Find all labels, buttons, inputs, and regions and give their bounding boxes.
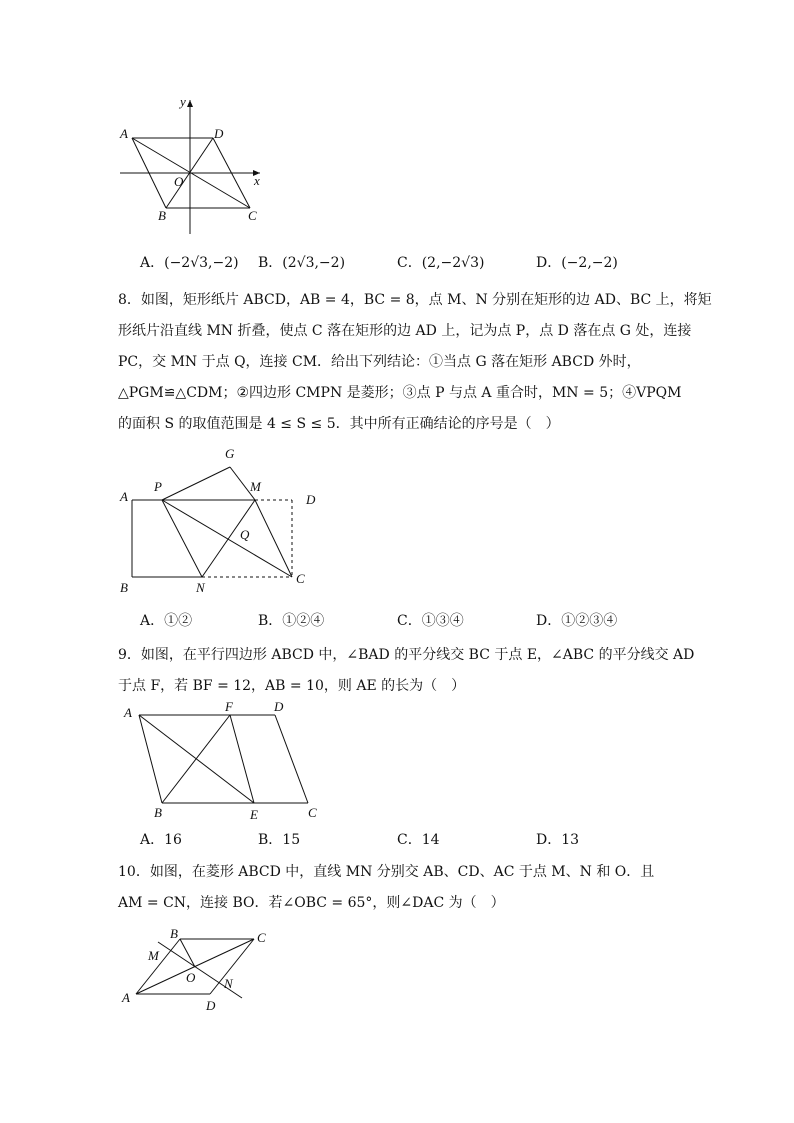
q9-figure <box>112 697 332 823</box>
q10-line-2: AM = CN，连接 BO．若∠OBC = 65°，则∠DAC 为（ ） <box>118 895 505 911</box>
label-M: M <box>148 948 159 963</box>
q7-option-b[interactable]: B．(2√3,−2) <box>258 255 346 271</box>
segment-AB <box>139 715 162 803</box>
label-A: A <box>124 705 132 720</box>
label-O: O <box>174 174 184 189</box>
segment-BF <box>162 715 230 803</box>
q7-option-a[interactable]: A．(−2√3,−2) <box>140 255 239 271</box>
q9-line-1: 9．如图，在平行四边形 ABCD 中，∠BAD 的平分线交 BC 于点 E，∠ABC 的平分线交 AD <box>118 647 695 663</box>
q8-option-b[interactable]: B．①②④ <box>258 613 325 629</box>
q8-line-1: 8．如图，矩形纸片 ABCD，AB = 4，BC = 8，点 M、N 分别在矩形的边 AD、BC 上，将矩 <box>118 292 712 308</box>
label-O: O <box>186 970 196 985</box>
q10-line-1: 10．如图，在菱形 ABCD 中，直线 MN 分别交 AB、CD、AC 于点 M、N 和 O．且 <box>118 864 655 880</box>
q8-figure <box>112 443 332 598</box>
label-P: P <box>154 479 162 494</box>
q10-figure <box>112 922 282 1014</box>
label-B: B <box>158 208 166 223</box>
label-x: x <box>254 173 260 188</box>
segment-BO <box>180 939 195 967</box>
label-A: A <box>120 489 128 504</box>
q9-option-d[interactable]: D．13 <box>536 832 580 848</box>
label-E: E <box>250 807 258 822</box>
label-D: D <box>206 998 216 1013</box>
label-B: B <box>170 926 178 941</box>
q8-line-3: PC，交 MN 于点 Q，连接 CM．给出下列结论：①当点 G 落在矩形 ABCD 外时， <box>118 354 641 370</box>
label-F: F <box>225 699 233 714</box>
q8-option-a[interactable]: A．①② <box>140 613 193 629</box>
label-C: C <box>248 208 257 223</box>
y-axis-arrow <box>187 100 193 107</box>
q9-option-b[interactable]: B．15 <box>258 832 301 848</box>
segment-FE <box>230 715 254 803</box>
q8-line-2: 形纸片沿直线 MN 折叠，使点 C 落在矩形的边 AD 上，记为点 P，点 D 落在点 G 处，连接 <box>118 323 692 339</box>
segment-DC <box>275 715 308 803</box>
q7-option-d[interactable]: D．(−2,−2) <box>536 255 618 271</box>
label-D: D <box>214 126 224 141</box>
label-Q: Q <box>240 527 250 542</box>
segment-PG <box>162 467 230 500</box>
q8-option-c[interactable]: C．①③④ <box>397 613 464 629</box>
segment-MC <box>255 500 292 577</box>
label-M: M <box>250 479 261 494</box>
label-C: C <box>257 930 266 945</box>
q9-option-a[interactable]: A．16 <box>140 832 182 848</box>
label-A: A <box>122 990 130 1005</box>
label-B: B <box>154 805 162 820</box>
q7-figure <box>110 92 280 242</box>
q8-option-d[interactable]: D．①②③④ <box>536 613 618 629</box>
label-D: D <box>306 492 316 507</box>
label-N: N <box>196 580 205 595</box>
q9-option-c[interactable]: C．14 <box>397 832 440 848</box>
q9-line-2: 于点 F，若 BF = 12，AB = 10，则 AE 的长为（ ） <box>118 678 466 694</box>
label-N: N <box>224 976 233 991</box>
label-C: C <box>308 805 317 820</box>
label-G: G <box>225 446 235 461</box>
q8-line-4: △PGM≌△CDM；②四边形 CMPN 是菱形；③点 P 与点 A 重合时，MN = 5；④VPQM <box>118 385 682 401</box>
label-C: C <box>296 571 305 586</box>
label-y: y <box>180 94 186 109</box>
label-D: D <box>274 699 284 714</box>
q8-line-5: 的面积 S 的取值范围是 4 ≤ S ≤ 5．其中所有正确结论的序号是（ ） <box>118 416 560 432</box>
label-B: B <box>120 580 128 595</box>
label-A: A <box>120 126 128 141</box>
q7-option-c[interactable]: C．(2,−2√3) <box>397 255 485 271</box>
